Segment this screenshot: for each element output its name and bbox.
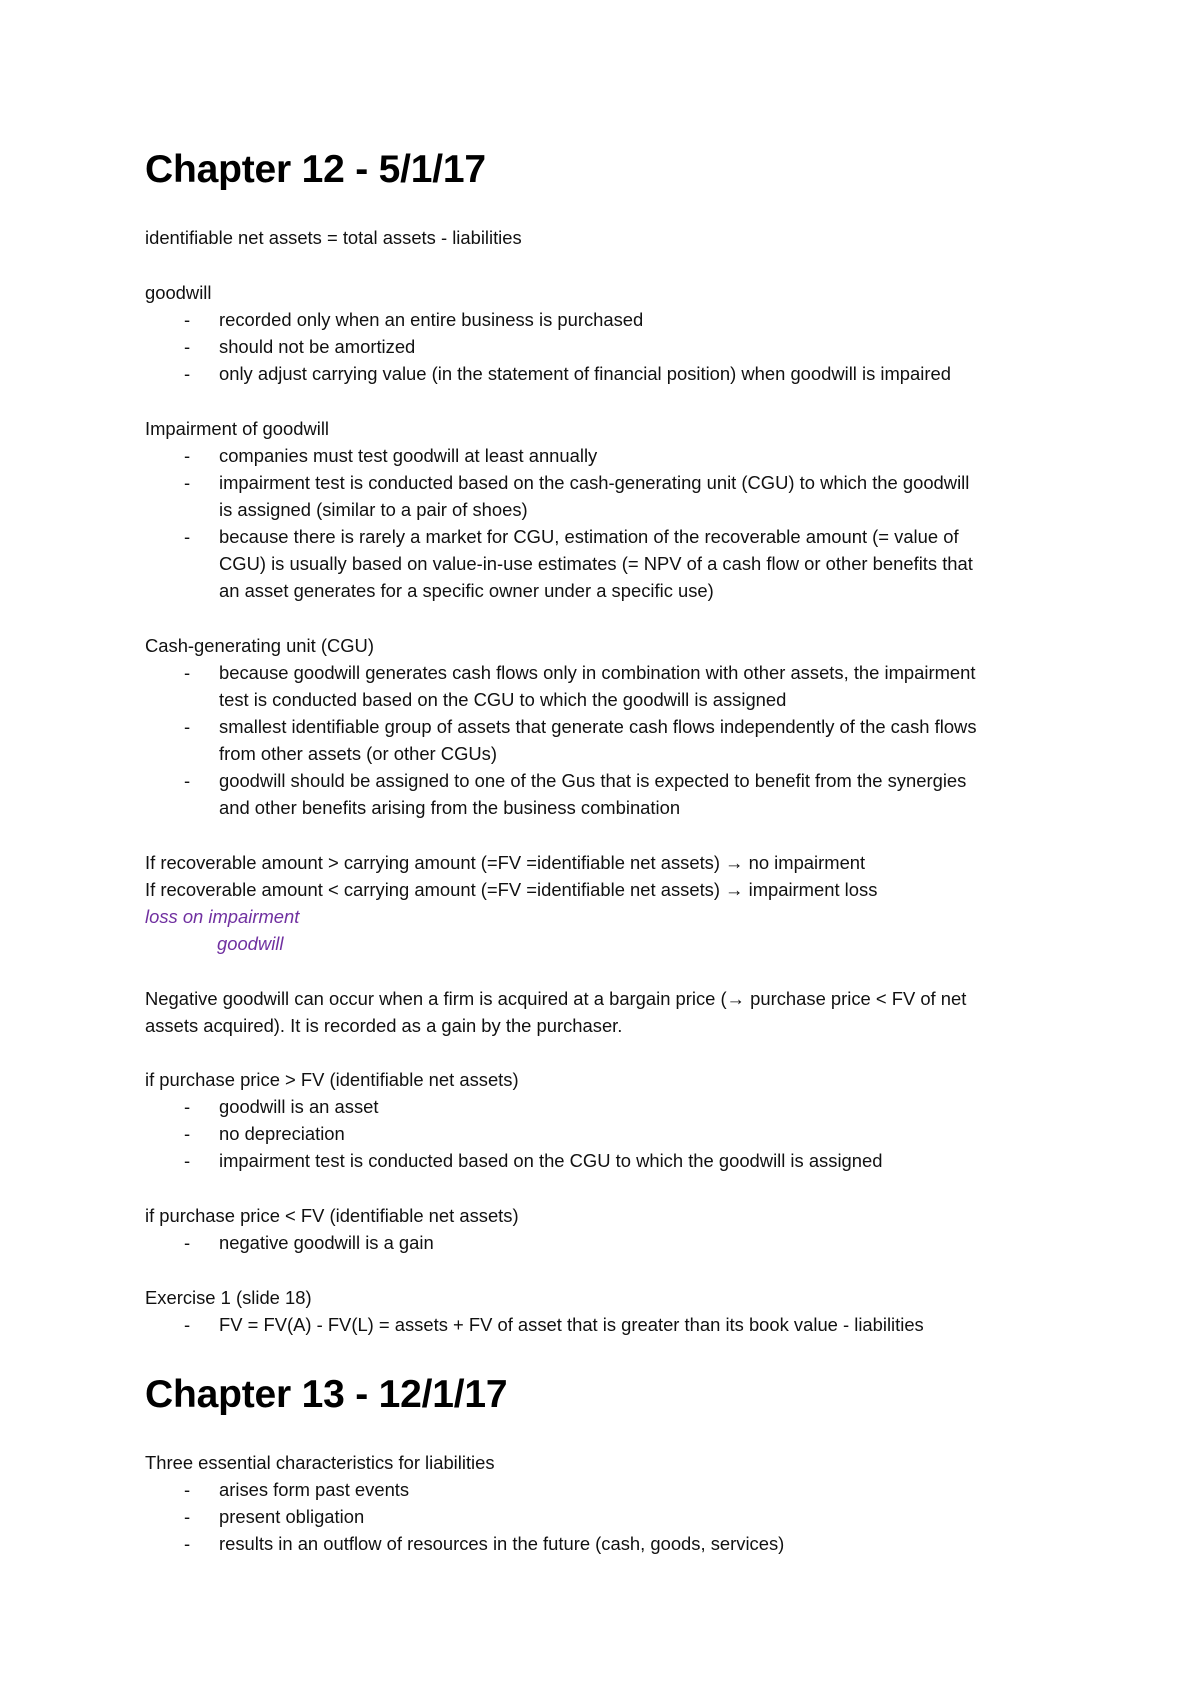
bullet-dash: - [184,1479,191,1500]
list-item: - impairment test is conducted based on the cash-generating unit (CGU) to which the goodwill is assigned (similar to a pair of shoes) [184,469,1084,523]
loss-on-impairment-annotation: loss on impairment [145,906,300,927]
goodwill-heading: goodwill [145,282,212,303]
list-item: - should not be amortized [184,333,1084,360]
list-item: - smallest identifiable group of assets that generate cash flows independently of the cash flows from other assets (or other CGUs) [184,713,1084,767]
bullet-dash: - [184,309,191,330]
list-item: - only adjust carrying value (in the statement of financial position) when goodwill is impaired [184,360,1084,387]
negative-goodwill-line-1: Negative goodwill can occur when a firm is acquired at a bargain price (→ purchase price < FV of net [145,988,967,1009]
list-item: - FV = FV(A) - FV(L) = assets + FV of asset that is greater than its book value - liabilities [184,1311,1084,1338]
list-item: - goodwill should be assigned to one of the Gus that is expected to benefit from the synergies and other benefits arising from the business combination [184,767,1084,821]
list-item: - because goodwill generates cash flows only in combination with other assets, the impairment test is conducted based on the CGU to which the goodwill is assigned [184,659,1084,713]
bullet-dash: - [184,716,191,737]
bullet-dash: - [184,363,191,384]
bullet-dash: - [184,1150,191,1171]
list-item: - no depreciation [184,1120,1084,1147]
cgu-heading: Cash-generating unit (CGU) [145,635,374,656]
list-item: - companies must test goodwill at least annually [184,442,1084,469]
list-item: - goodwill is an asset [184,1093,1084,1120]
bullet-dash: - [184,1314,191,1335]
bullet-dash: - [184,1096,191,1117]
list-item: - impairment test is conducted based on the CGU to which the goodwill is assigned [184,1147,1084,1174]
goodwill-annotation: goodwill [217,933,284,954]
list-item: - results in an outflow of resources in the future (cash, goods, services) [184,1530,1084,1557]
list-item: - because there is rarely a market for CGU, estimation of the recoverable amount (= value of CGU) is usually based on value-in-use estimates (= NPV of a cash flow or other benefits that an asset generates for a specific owner under a specific use) [184,523,1084,604]
list-item: - negative goodwill is a gain [184,1229,1084,1256]
bullet-dash: - [184,472,191,493]
bullet-dash: - [184,526,191,547]
bullet-dash: - [184,336,191,357]
bullet-dash: - [184,1123,191,1144]
list-item: - recorded only when an entire business is purchased [184,306,1084,333]
chapter-12-heading: Chapter 12 - 5/1/17 [145,148,486,191]
bullet-dash: - [184,445,191,466]
bullet-dash: - [184,770,191,791]
chapter-13-heading: Chapter 13 - 12/1/17 [145,1373,508,1416]
recoverable-less-line: If recoverable amount < carrying amount (=FV =identifiable net assets) → impairment loss [145,879,878,900]
liabilities-heading: Three essential characteristics for liabilities [145,1452,495,1473]
purchase-price-less-heading: if purchase price < FV (identifiable net assets) [145,1205,519,1226]
bullet-dash: - [184,1232,191,1253]
bullet-dash: - [184,1506,191,1527]
list-item: - present obligation [184,1503,1084,1530]
negative-goodwill-line-2: assets acquired). It is recorded as a gain by the purchaser. [145,1015,623,1036]
recoverable-greater-line: If recoverable amount > carrying amount (=FV =identifiable net assets) → no impairment [145,852,866,873]
bullet-dash: - [184,662,191,683]
impairment-heading: Impairment of goodwill [145,418,329,439]
bullet-dash: - [184,1533,191,1554]
list-item: - arises form past events [184,1476,1084,1503]
exercise-heading: Exercise 1 (slide 18) [145,1287,312,1308]
purchase-price-greater-heading: if purchase price > FV (identifiable net assets) [145,1069,519,1090]
identifiable-net-assets-definition: identifiable net assets = total assets - liabilities [145,227,522,248]
